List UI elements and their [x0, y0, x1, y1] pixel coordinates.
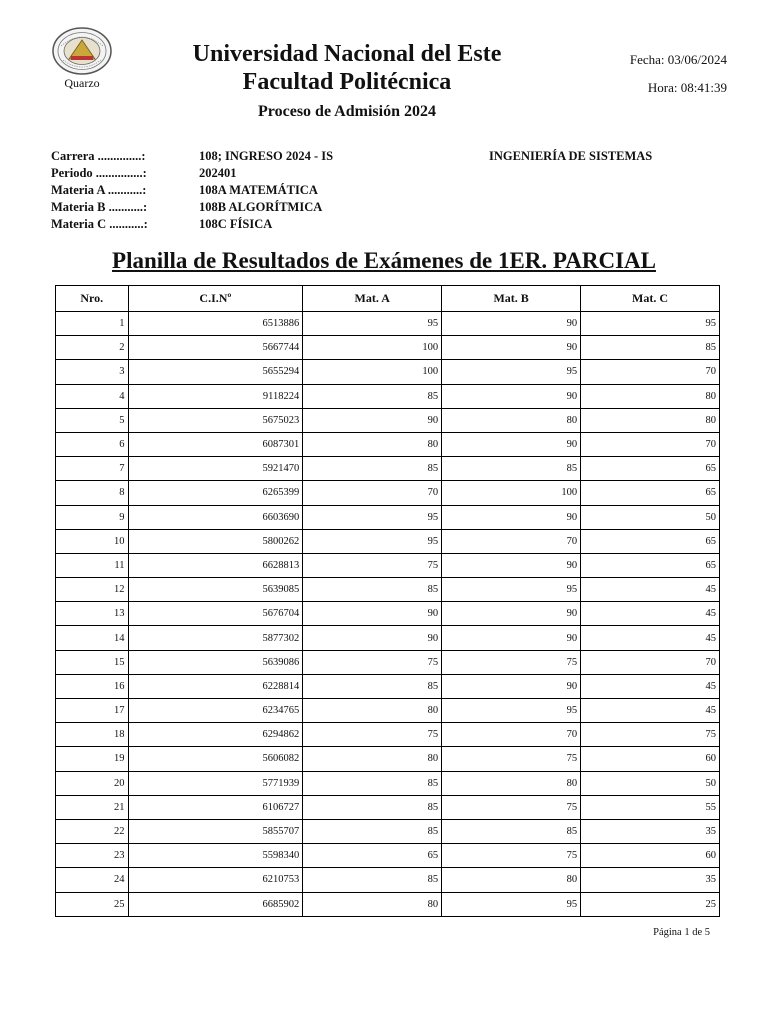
cell-mat-a: 95	[303, 312, 442, 336]
document-meta	[630, 46, 727, 102]
cell-mat-b: 100	[442, 481, 581, 505]
info-value: 108B ALGORÍTMICA	[199, 200, 323, 214]
cell-ci: 5855707	[128, 819, 303, 843]
table-row	[56, 819, 720, 843]
cell-mat-b: 75	[442, 650, 581, 674]
cell-mat-b: 70	[442, 723, 581, 747]
table-header-row	[56, 286, 720, 312]
column-header-mat-c: Mat. C	[581, 286, 720, 312]
table-row	[56, 892, 720, 916]
table-row	[56, 868, 720, 892]
cell-ci: 6265399	[128, 481, 303, 505]
cell-mat-a: 90	[303, 408, 442, 432]
cell-mat-c: 45	[581, 626, 720, 650]
cell-mat-c: 85	[581, 336, 720, 360]
table-row	[56, 650, 720, 674]
cell-ci: 5676704	[128, 602, 303, 626]
cell-mat-a: 75	[303, 553, 442, 577]
cell-mat-a: 95	[303, 505, 442, 529]
cell-mat-b: 90	[442, 505, 581, 529]
column-header-mat-a: Mat. A	[303, 286, 442, 312]
cell-mat-c: 80	[581, 408, 720, 432]
cell-nro: 7	[56, 457, 129, 481]
cell-nro: 18	[56, 723, 129, 747]
cell-mat-a: 70	[303, 481, 442, 505]
cell-ci: 9118224	[128, 384, 303, 408]
cell-mat-c: 70	[581, 650, 720, 674]
info-value: 202401	[199, 166, 237, 180]
career-name: INGENIERÍA DE SISTEMAS	[489, 149, 653, 163]
cell-ci: 6294862	[128, 723, 303, 747]
cell-mat-a: 85	[303, 868, 442, 892]
cell-nro: 14	[56, 626, 129, 650]
table-row	[56, 844, 720, 868]
cell-nro: 1	[56, 312, 129, 336]
cell-nro: 17	[56, 699, 129, 723]
table-row	[56, 529, 720, 553]
table-row	[56, 384, 720, 408]
cell-nro: 6	[56, 432, 129, 456]
cell-mat-c: 55	[581, 795, 720, 819]
cell-ci: 5639086	[128, 650, 303, 674]
table-row	[56, 336, 720, 360]
cell-mat-b: 95	[442, 699, 581, 723]
cell-mat-c: 45	[581, 674, 720, 698]
column-header-ci: C.I.Nº	[128, 286, 303, 312]
table-row	[56, 360, 720, 384]
table-row	[56, 699, 720, 723]
cell-mat-b: 90	[442, 626, 581, 650]
info-label: Materia C ...........:	[51, 217, 148, 231]
cell-mat-c: 95	[581, 312, 720, 336]
university-name: Universidad Nacional del Este	[192, 41, 502, 67]
cell-nro: 2	[56, 336, 129, 360]
cell-mat-b: 80	[442, 771, 581, 795]
cell-ci: 5667744	[128, 336, 303, 360]
cell-mat-c: 80	[581, 384, 720, 408]
cell-mat-c: 65	[581, 481, 720, 505]
cell-mat-a: 100	[303, 336, 442, 360]
cell-nro: 16	[56, 674, 129, 698]
cell-mat-c: 65	[581, 529, 720, 553]
cell-mat-b: 85	[442, 457, 581, 481]
cell-nro: 3	[56, 360, 129, 384]
document-header	[150, 40, 544, 122]
cell-nro: 13	[56, 602, 129, 626]
admission-process: Proceso de Admisión 2024	[258, 103, 436, 120]
cell-mat-b: 90	[442, 432, 581, 456]
table-row	[56, 771, 720, 795]
logo-label: Quarzo	[64, 76, 100, 90]
cell-mat-c: 35	[581, 868, 720, 892]
cell-mat-a: 85	[303, 384, 442, 408]
cell-mat-a: 90	[303, 626, 442, 650]
cell-mat-c: 70	[581, 432, 720, 456]
cell-mat-b: 75	[442, 844, 581, 868]
cell-mat-b: 95	[442, 578, 581, 602]
cell-ci: 6628813	[128, 553, 303, 577]
university-logo	[48, 26, 116, 90]
cell-mat-b: 85	[442, 819, 581, 843]
page-number: Página 1 de 5	[653, 927, 710, 938]
cell-mat-a: 80	[303, 747, 442, 771]
cell-nro: 9	[56, 505, 129, 529]
page-title: Planilla de Resultados de Exámenes de 1ER. PARCIAL	[112, 248, 656, 273]
cell-mat-a: 80	[303, 432, 442, 456]
table-row	[56, 312, 720, 336]
cell-mat-a: 85	[303, 771, 442, 795]
cell-mat-a: 90	[303, 602, 442, 626]
cell-mat-c: 50	[581, 771, 720, 795]
cell-mat-c: 60	[581, 844, 720, 868]
table-row	[56, 795, 720, 819]
cell-mat-b: 70	[442, 529, 581, 553]
cell-ci: 5675023	[128, 408, 303, 432]
cell-mat-c: 65	[581, 553, 720, 577]
cell-nro: 12	[56, 578, 129, 602]
cell-mat-b: 90	[442, 312, 581, 336]
table-row	[56, 457, 720, 481]
cell-ci: 5877302	[128, 626, 303, 650]
cell-ci: 6234765	[128, 699, 303, 723]
cell-mat-a: 95	[303, 529, 442, 553]
table-row	[56, 553, 720, 577]
cell-ci: 6087301	[128, 432, 303, 456]
cell-mat-b: 90	[442, 674, 581, 698]
cell-ci: 6603690	[128, 505, 303, 529]
info-label: Materia B ...........:	[51, 200, 148, 214]
cell-ci: 6210753	[128, 868, 303, 892]
cell-nro: 4	[56, 384, 129, 408]
cell-mat-a: 100	[303, 360, 442, 384]
cell-mat-a: 65	[303, 844, 442, 868]
cell-nro: 20	[56, 771, 129, 795]
cell-mat-a: 85	[303, 578, 442, 602]
document-date: Fecha: 03/06/2024	[629, 52, 727, 67]
cell-mat-a: 75	[303, 723, 442, 747]
cell-mat-b: 95	[442, 892, 581, 916]
cell-mat-b: 80	[442, 408, 581, 432]
cell-mat-c: 45	[581, 578, 720, 602]
cell-mat-c: 75	[581, 723, 720, 747]
cell-ci: 6513886	[128, 312, 303, 336]
cell-nro: 19	[56, 747, 129, 771]
document-time: Hora: 08:41:39	[647, 80, 727, 95]
cell-nro: 15	[56, 650, 129, 674]
cell-mat-b: 75	[442, 795, 581, 819]
cell-mat-b: 90	[442, 553, 581, 577]
cell-mat-b: 80	[442, 868, 581, 892]
cell-ci: 5800262	[128, 529, 303, 553]
results-table-body	[56, 312, 720, 917]
cell-nro: 22	[56, 819, 129, 843]
table-row	[56, 602, 720, 626]
cell-mat-b: 95	[442, 360, 581, 384]
cell-nro: 8	[56, 481, 129, 505]
cell-nro: 5	[56, 408, 129, 432]
cell-mat-c: 65	[581, 457, 720, 481]
cell-ci: 5771939	[128, 771, 303, 795]
cell-mat-a: 85	[303, 457, 442, 481]
cell-mat-a: 85	[303, 795, 442, 819]
cell-ci: 5639085	[128, 578, 303, 602]
table-row	[56, 747, 720, 771]
cell-ci: 5655294	[128, 360, 303, 384]
cell-nro: 10	[56, 529, 129, 553]
cell-mat-a: 80	[303, 892, 442, 916]
table-row	[56, 408, 720, 432]
table-row	[56, 505, 720, 529]
cell-mat-b: 90	[442, 384, 581, 408]
cell-mat-a: 80	[303, 699, 442, 723]
cell-mat-c: 60	[581, 747, 720, 771]
cell-nro: 25	[56, 892, 129, 916]
university-seal-icon	[51, 26, 113, 76]
info-value: 108; INGRESO 2024 - IS	[199, 149, 334, 163]
info-label: Materia A ...........:	[51, 183, 147, 197]
cell-mat-a: 85	[303, 674, 442, 698]
info-label: Periodo ...............:	[51, 166, 147, 180]
info-label: Carrera ..............:	[51, 149, 146, 163]
cell-nro: 11	[56, 553, 129, 577]
cell-nro: 21	[56, 795, 129, 819]
cell-ci: 6106727	[128, 795, 303, 819]
cell-ci: 6228814	[128, 674, 303, 698]
cell-nro: 24	[56, 868, 129, 892]
table-row	[56, 674, 720, 698]
table-row	[56, 626, 720, 650]
table-row	[56, 481, 720, 505]
table-row	[56, 432, 720, 456]
cell-ci: 5598340	[128, 844, 303, 868]
cell-ci: 5921470	[128, 457, 303, 481]
cell-ci: 6685902	[128, 892, 303, 916]
cell-mat-a: 85	[303, 819, 442, 843]
cell-mat-c: 35	[581, 819, 720, 843]
cell-mat-c: 70	[581, 360, 720, 384]
info-value: 108A MATEMÁTICA	[199, 183, 318, 197]
faculty-name: Facultad Politécnica	[242, 69, 452, 95]
cell-mat-c: 25	[581, 892, 720, 916]
cell-mat-b: 90	[442, 602, 581, 626]
cell-mat-a: 75	[303, 650, 442, 674]
info-value: 108C FÍSICA	[199, 217, 273, 231]
cell-ci: 5606082	[128, 747, 303, 771]
column-header-nro: Nro.	[56, 286, 129, 312]
table-row	[56, 578, 720, 602]
cell-mat-b: 90	[442, 336, 581, 360]
column-header-mat-b: Mat. B	[442, 286, 581, 312]
cell-nro: 23	[56, 844, 129, 868]
cell-mat-b: 75	[442, 747, 581, 771]
results-table	[55, 285, 720, 917]
cell-mat-c: 50	[581, 505, 720, 529]
table-row	[56, 723, 720, 747]
cell-mat-c: 45	[581, 602, 720, 626]
cell-mat-c: 45	[581, 699, 720, 723]
